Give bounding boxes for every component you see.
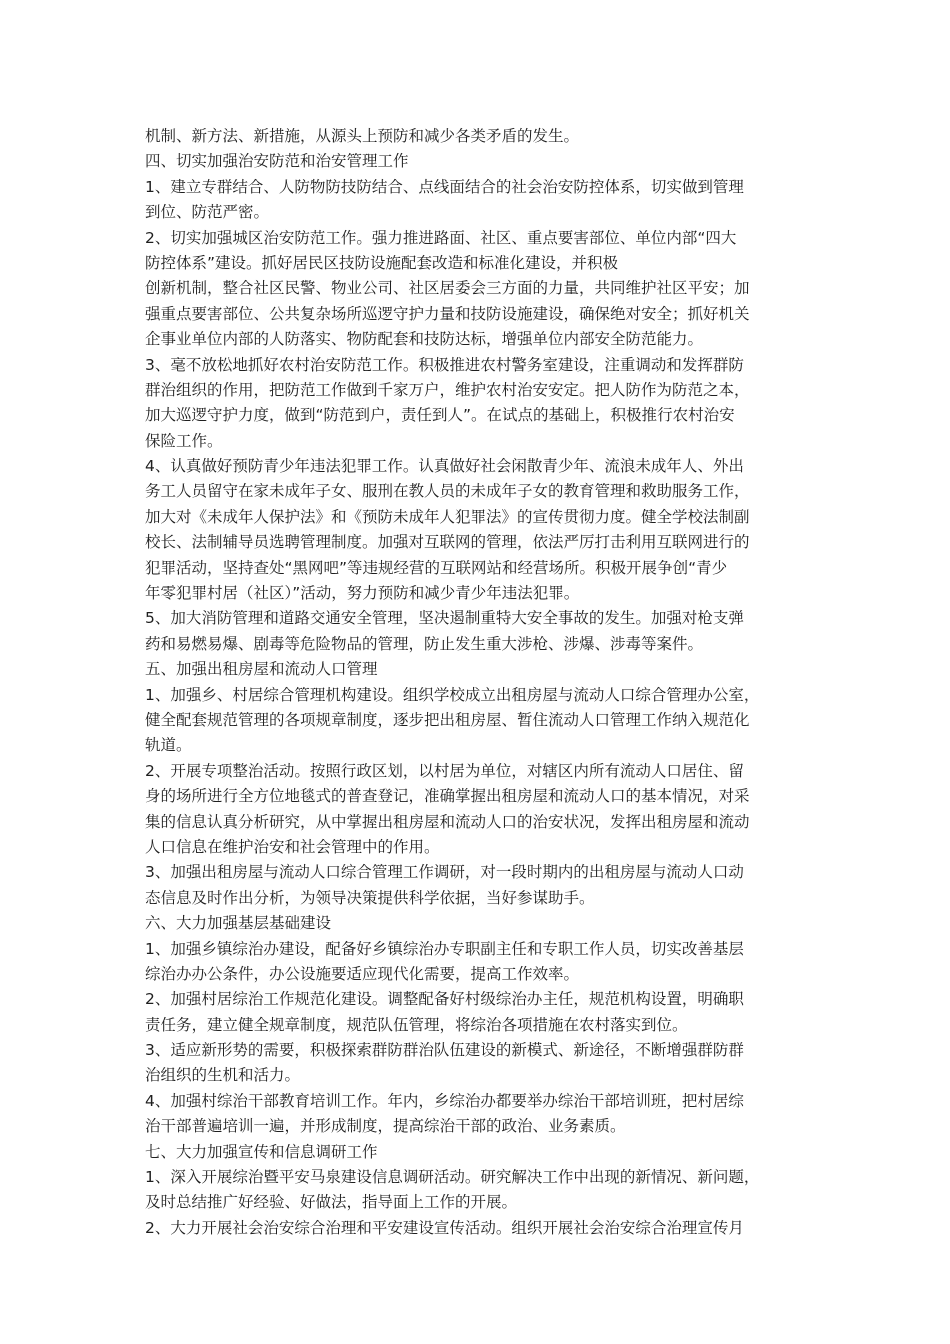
text-line: 保险工作。 — [145, 431, 223, 450]
text-line: 强重点要害部位、公共复杂场所巡逻守护力量和技防设施建设，确保绝对安全；抓好机关 — [145, 304, 750, 323]
section-heading: 五、加强出租房屋和流动人口管理 — [145, 660, 378, 679]
text-line: 机制、新方法、新措施，从源头上预防和减少各类矛盾的发生。 — [145, 127, 580, 145]
text-line: 防控体系”建设。抓好居民区技防设施配套改造和标准化建设，并积极 — [145, 253, 619, 272]
text-line: 加大巡逻守护力度，做到“防范到户，责任到人”。在试点的基础上，积极推行农村治安 — [145, 406, 735, 425]
text-line: 企事业单位内部的人防落实、物防配套和技防达标，增强单位内部安全防范能力。 — [145, 330, 704, 349]
text-line: 轨道。 — [145, 736, 192, 755]
text-line: 3、加强出租房屋与流动人口综合管理工作调研，对一段时期内的出租房屋与流动人口动 — [145, 863, 744, 882]
text-line: 4、认真做好预防青少年违法犯罪工作。认真做好社会闲散青少年、流浪未成年人、外出 — [145, 457, 744, 476]
text-line: 犯罪活动，坚持查处“黑网吧”等违规经营的互联网站和经营场所。积极开展争创“青少 — [145, 558, 728, 577]
text-line: 1、加强乡、村居综合管理机构建设。组织学校成立出租房屋与流动人口综合管理办公室， — [145, 685, 760, 704]
document-body — [145, 124, 815, 1241]
text-line: 加大对《未成年人保护法》和《预防未成年人犯罪法》的宣传贯彻力度。健全学校法制副 — [145, 507, 750, 526]
text-line: 年零犯罪村居（社区）”活动，努力预防和减少青少年违法犯罪。 — [145, 584, 580, 603]
text-line: 到位、防范严密。 — [145, 203, 270, 222]
text-line: 5、加大消防管理和道路交通安全管理，坚决遏制重特大安全事故的发生。加强对枪支弹 — [145, 609, 744, 628]
text-line: 药和易燃易爆、剧毒等危险物品的管理，防止发生重大涉枪、涉爆、涉毒等案件。 — [145, 634, 704, 653]
text-line: 4、加强村综治干部教育培训工作。年内，乡综治办都要举办综治干部培训班，把村居综 — [145, 1091, 744, 1110]
text-line: 及时总结推广好经验、好做法，指导面上工作的开展。 — [145, 1193, 518, 1212]
text-line: 2、开展专项整治活动。按照行政区划，以村居为单位，对辖区内所有流动人口居住、留 — [145, 761, 744, 780]
text-line: 身的场所进行全方位地毯式的普查登记，准确掌握出租房屋和流动人口的基本情况，对采 — [145, 787, 750, 806]
text-line: 治干部普遍培训一遍，并形成制度，提高综治干部的政治、业务素质。 — [145, 1117, 626, 1136]
text-line: 1、深入开展综治暨平安马泉建设信息调研活动。研究解决工作中出现的新情况、新问题， — [145, 1168, 760, 1187]
text-line: 2、大力开展社会治安综合治理和平安建设宣传活动。组织开展社会治安综合治理宣传月 — [145, 1218, 744, 1237]
text-line: 3、适应新形势的需要，积极探索群防群治队伍建设的新模式、新途径，不断增强群防群 — [145, 1041, 744, 1060]
text-line: 综治办办公条件，办公设施要适应现代化需要，提高工作效率。 — [145, 964, 580, 983]
text-line: 集的信息认真分析研究，从中掌握出租房屋和流动人口的治安状况，发挥出租房屋和流动 — [145, 812, 750, 831]
section-heading: 四、切实加强治安防范和治安管理工作 — [145, 152, 409, 171]
text-line: 1、建立专群结合、人防物防技防结合、点线面结合的社会治安防控体系，切实做到管理 — [145, 177, 744, 196]
text-line: 务工人员留守在家未成年子女、服刑在教人员的未成年子女的教育管理和救助服务工作， — [145, 482, 750, 501]
text-line: 创新机制，整合社区民警、物业公司、社区居委会三方面的力量，共同维护社区平安；加 — [145, 279, 750, 298]
text-line: 2、加强村居综治工作规范化建设。调整配备好村级综治办主任，规范机构设置，明确职 — [145, 990, 744, 1009]
text-line: 1、加强乡镇综治办建设，配备好乡镇综治办专职副主任和专职工作人员，切实改善基层 — [145, 939, 744, 958]
section-heading: 七、大力加强宣传和信息调研工作 — [145, 1142, 378, 1161]
section-heading: 六、大力加强基层基础建设 — [145, 914, 332, 933]
text-line: 人口信息在维护治安和社会管理中的作用。 — [145, 837, 440, 856]
text-line: 2、切实加强城区治安防范工作。强力推进路面、社区、重点要害部位、单位内部“四大 — [145, 228, 737, 247]
text-line: 态信息及时作出分析，为领导决策提供科学依据，当好参谋助手。 — [145, 888, 595, 907]
text-line: 健全配套规范管理的各项规章制度，逐步把出租房屋、暂住流动人口管理工作纳入规范化 — [145, 710, 750, 729]
text-line: 群治组织的作用，把防范工作做到千家万户，维护农村治安安定。把人防作为防范之本， — [145, 380, 750, 399]
text-line: 责任务，建立健全规章制度，规范队伍管理，将综治各项措施在农村落实到位。 — [145, 1015, 688, 1034]
text-line: 3、毫不放松地抓好农村治安防范工作。积极推进农村警务室建设，注重调动和发挥群防 — [145, 355, 744, 374]
text-line: 校长、法制辅导员选聘管理制度。加强对互联网的管理，依法严厉打击利用互联网进行的 — [145, 533, 750, 552]
text-line: 治组织的生机和活力。 — [145, 1066, 301, 1085]
